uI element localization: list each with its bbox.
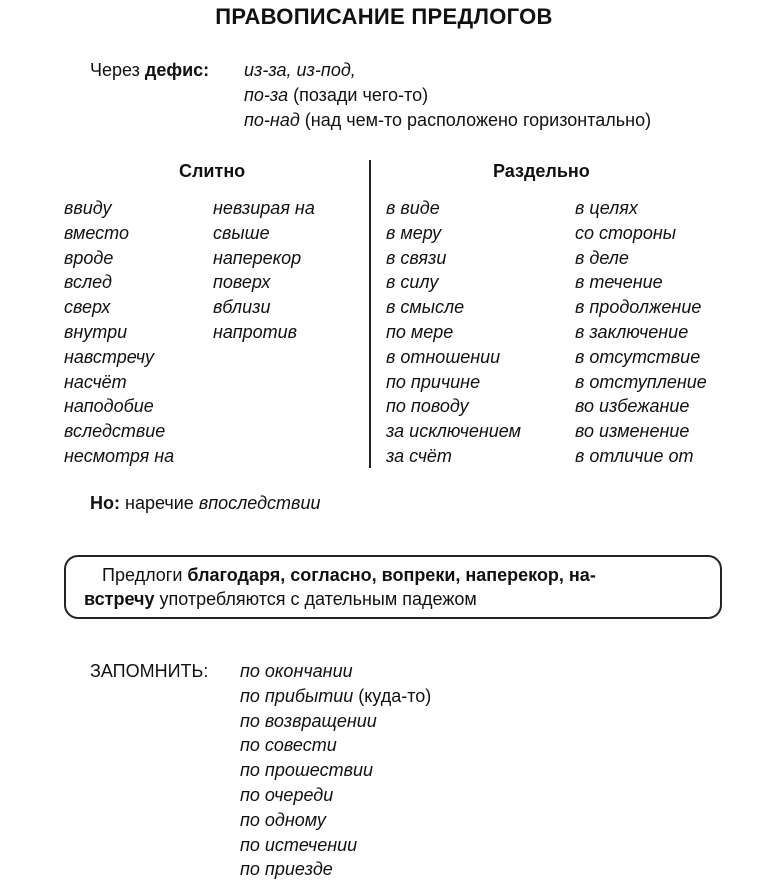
list-item: вблизи xyxy=(213,297,271,318)
remember-list xyxy=(240,659,431,882)
list-item: по причине xyxy=(386,371,481,392)
remember-item xyxy=(240,833,431,858)
remember-word: по приезде xyxy=(240,859,333,880)
list-item: в целях xyxy=(575,198,638,218)
rule-box-bold-1: благодаря, согласно, вопреки, наперекор, на- xyxy=(187,565,596,585)
rule-box-text xyxy=(84,563,596,611)
remember-item xyxy=(240,659,431,684)
note-line xyxy=(90,491,320,516)
list-item: вроде xyxy=(64,247,114,268)
remember-item xyxy=(240,783,431,808)
rule-box-line-2 xyxy=(84,587,596,611)
note-text: наречие xyxy=(120,493,199,513)
list-item: вслед xyxy=(64,272,112,293)
rule-box-prefix: Предлоги xyxy=(102,565,188,585)
list-item: в смысле xyxy=(386,297,465,318)
list-item: в продолжение xyxy=(575,297,702,318)
together-col-2 xyxy=(213,196,315,345)
list-item: в отсутствие xyxy=(575,346,701,367)
note-label: Но: xyxy=(90,493,120,513)
rule-box-line-1 xyxy=(84,563,596,587)
list-item: в течение xyxy=(575,272,663,293)
list-item: насчёт xyxy=(64,371,127,392)
remember-item xyxy=(240,758,431,783)
remember-item xyxy=(240,808,431,833)
list-item: внутри xyxy=(64,321,128,342)
list-item: по мере xyxy=(386,321,454,342)
remember-note: (куда-то) xyxy=(353,685,432,706)
remember-word: по возвращении xyxy=(240,710,377,731)
list-item: сверх xyxy=(64,297,111,318)
list-item: вместо xyxy=(64,222,129,243)
hyphen-line-1: из-за, из-под, xyxy=(244,60,356,80)
list-item: за счёт xyxy=(386,445,452,466)
page-title: ПРАВОПИСАНИЕ ПРЕДЛОГОВ xyxy=(215,4,553,29)
remember-item xyxy=(240,684,431,709)
list-item: во избежание xyxy=(575,396,690,417)
list-item: несмотря на xyxy=(64,445,175,466)
remember-word: по прибытии xyxy=(240,685,354,706)
list-item: по поводу xyxy=(386,396,469,417)
remember-word: по истечении xyxy=(240,834,358,855)
together-col-1 xyxy=(64,196,174,469)
hyphen-line-2 xyxy=(244,83,428,108)
list-item: поверх xyxy=(213,272,271,293)
list-item: в деле xyxy=(575,247,629,268)
remember-word: по одному xyxy=(240,809,326,830)
list-item: в отличие от xyxy=(575,445,694,466)
hyphen-line-3-word: по-над xyxy=(244,110,300,130)
list-item: невзирая на xyxy=(213,198,315,218)
together-header: Слитно xyxy=(179,161,246,181)
list-item: в виде xyxy=(386,198,440,218)
list-item: наперекор xyxy=(213,247,302,268)
list-item: со стороны xyxy=(575,222,676,243)
hyphen-line-3-note: (над чем-то расположено горизонтально) xyxy=(299,110,652,130)
list-item: вследствие xyxy=(64,421,166,442)
separate-col-2 xyxy=(575,196,707,469)
remember-word: по прошествии xyxy=(240,760,374,781)
list-item: во изменение xyxy=(575,421,690,442)
list-item: в отступление xyxy=(575,371,707,392)
list-item: напротив xyxy=(213,321,298,342)
list-item: навстречу xyxy=(64,346,155,367)
hyphen-keyword: дефис: xyxy=(144,60,210,80)
remember-item xyxy=(240,857,431,882)
column-divider xyxy=(369,160,371,468)
remember-word: по очереди xyxy=(240,784,334,805)
remember-word: по совести xyxy=(240,735,337,756)
list-item: в отношении xyxy=(386,346,501,367)
separate-header: Раздельно xyxy=(493,161,590,181)
list-item: в силу xyxy=(386,272,439,293)
list-item: ввиду xyxy=(64,198,112,218)
remember-item xyxy=(240,709,431,734)
hyphen-line-2-note: (позади чего-то) xyxy=(288,85,429,105)
list-item: в меру xyxy=(386,222,442,243)
rule-box-rest: употребляются с дательным падежом xyxy=(154,589,477,609)
list-item: в связи xyxy=(386,247,447,268)
remember-item xyxy=(240,733,431,758)
remember-label: ЗАПОМНИТЬ: xyxy=(90,661,209,681)
list-item: свыше xyxy=(213,222,270,243)
separate-col-1 xyxy=(386,196,521,469)
list-item: в заключение xyxy=(575,321,689,342)
hyphen-line-3 xyxy=(244,108,651,133)
list-item: наподобие xyxy=(64,396,154,417)
note-word: впоследствии xyxy=(198,493,321,513)
hyphen-prefix: Через xyxy=(90,60,145,80)
list-item: за исключением xyxy=(386,421,521,442)
rule-box-bold-2: встречу xyxy=(84,589,155,609)
hyphen-label xyxy=(90,58,209,83)
hyphen-line-2-word: по-за xyxy=(244,85,289,105)
remember-word: по окончании xyxy=(240,661,353,681)
